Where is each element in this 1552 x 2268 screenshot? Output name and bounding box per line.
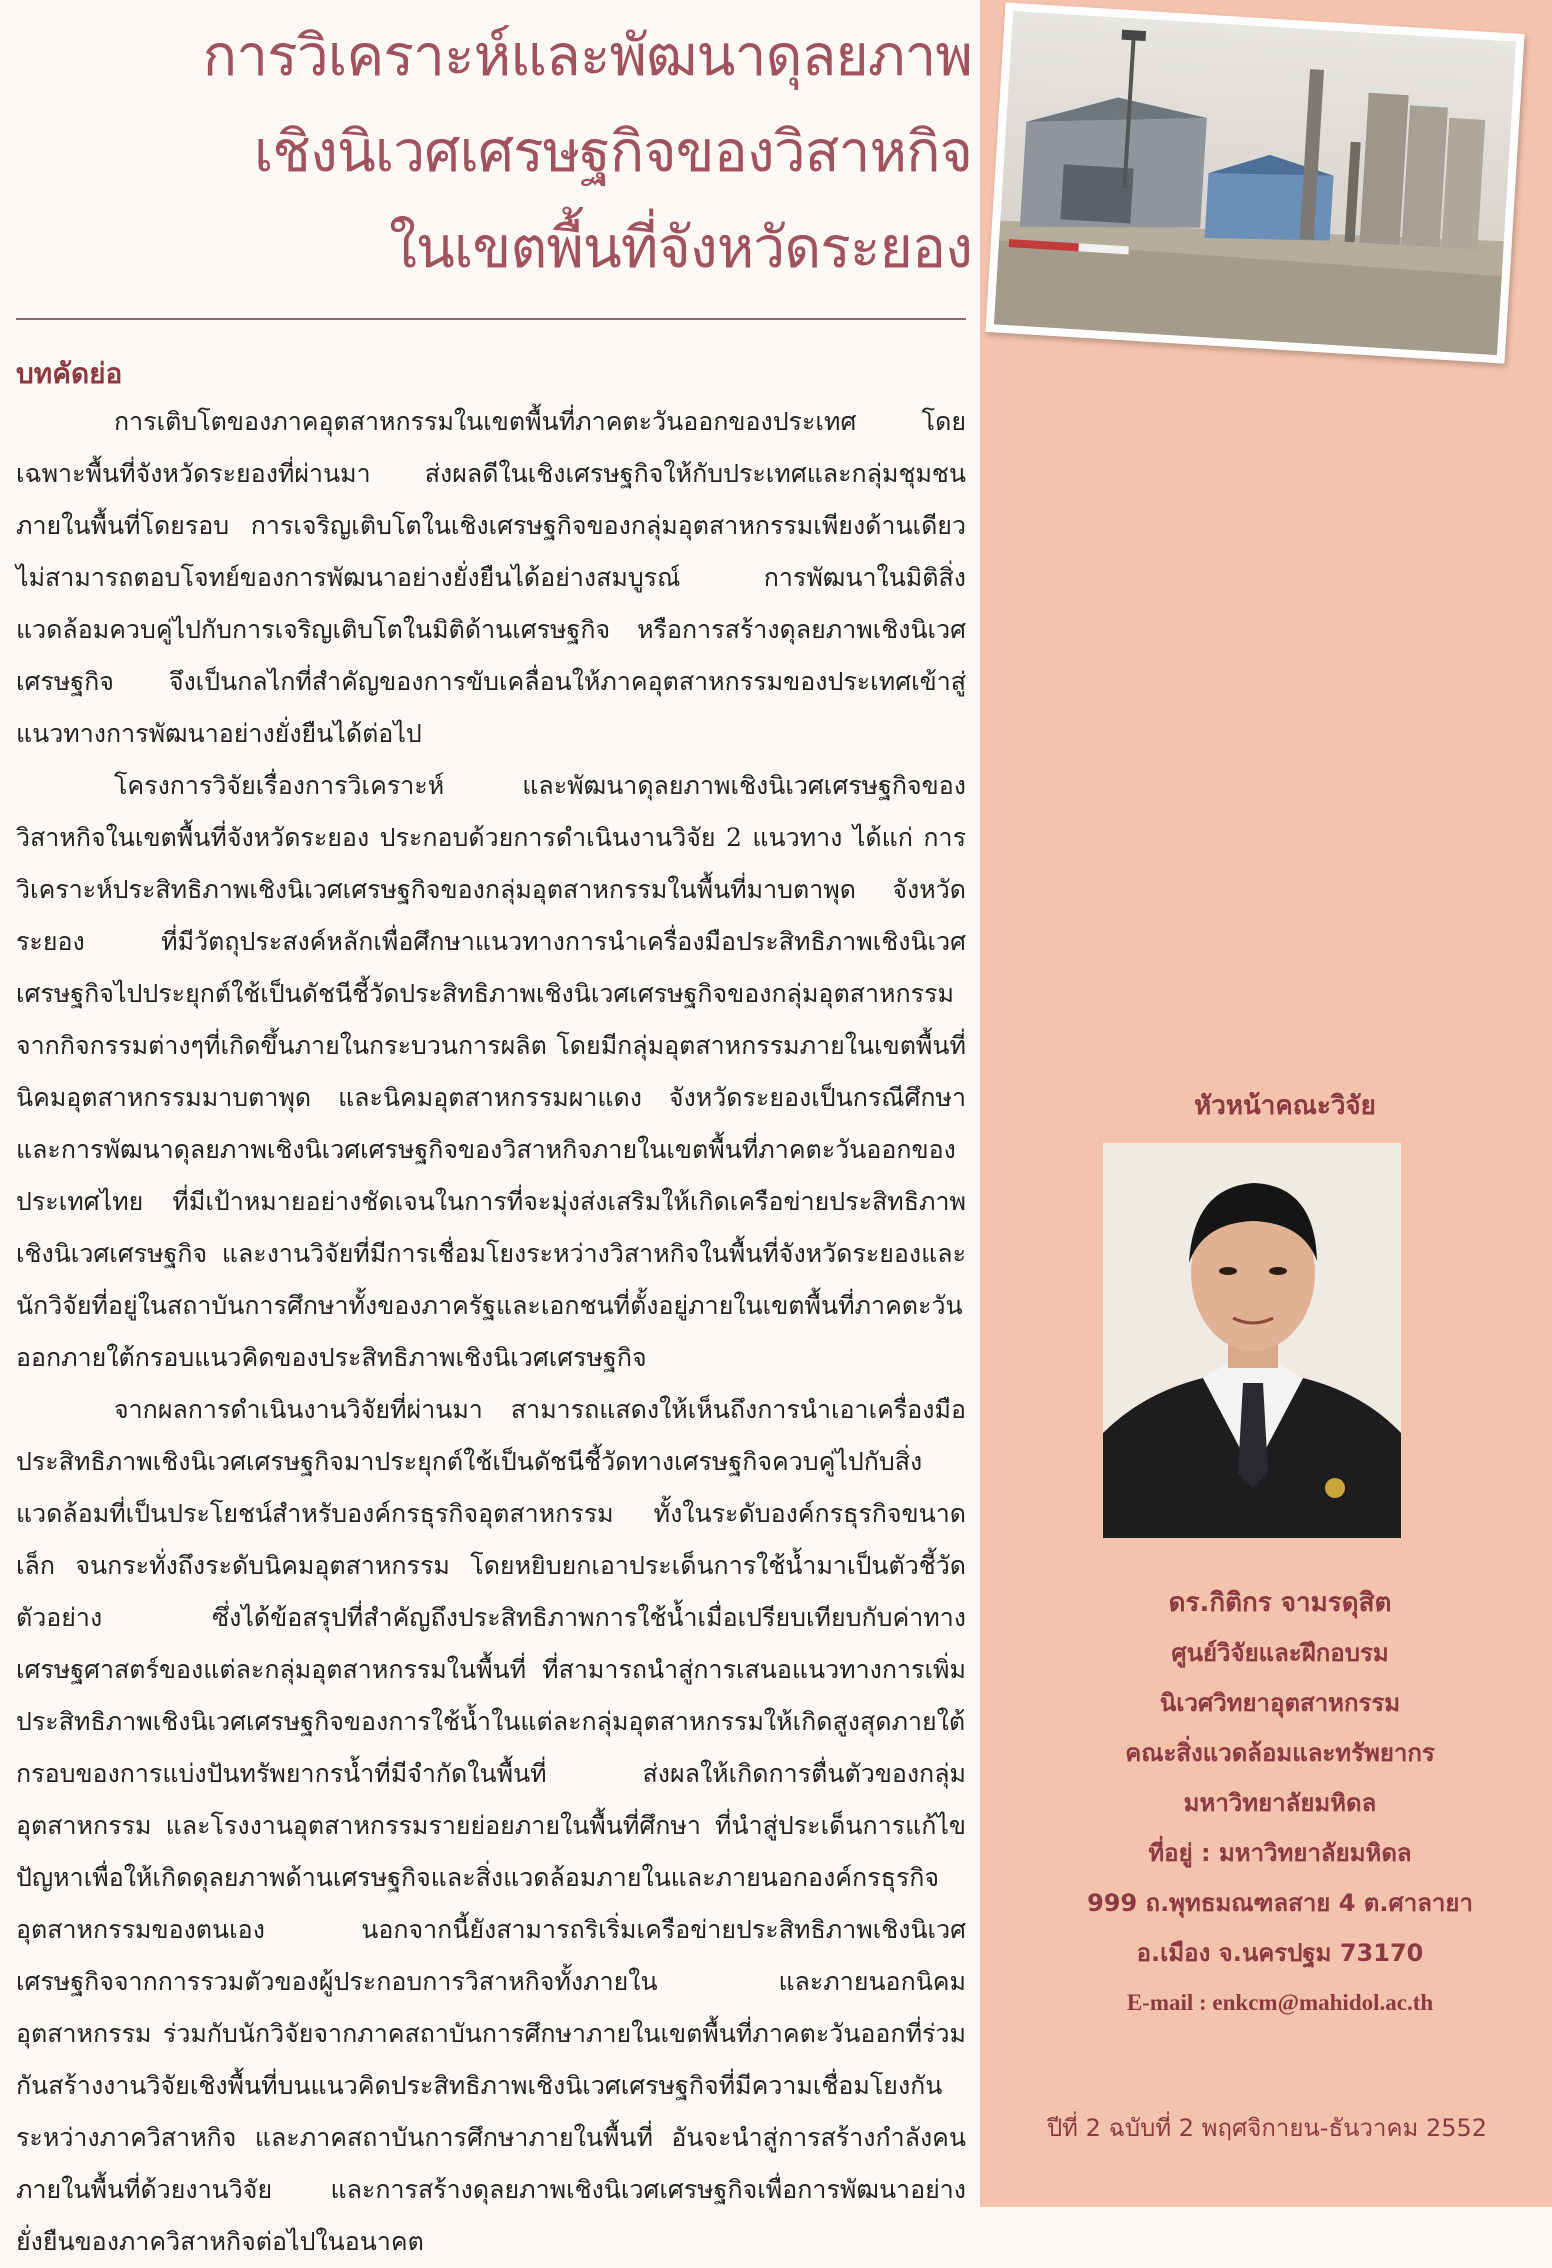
title-line-3: ในเขตพื้นที่จังหวัดระยอง [389,215,972,281]
abstract-heading: บทคัดย่อ [16,357,123,390]
address-line-1: ที่อยู่ : มหาวิทยาลัยมหิดล [1148,1839,1412,1867]
affiliation-line-3: คณะสิ่งแวดล้อมและทรัพยากร [1125,1739,1435,1767]
researcher-info [1040,1578,1520,2028]
abstract-paragraph-3: จากผลการดำเนินงานวิจัยที่ผ่านมา สามารถแสดงให้เห็นถึงการนำเอาเครื่องมือประสิทธิภาพเชิงนิเวศเศรษฐกิจมาประยุกต์ใช้เป็นดัชนีชี้วัดทางเศรษฐกิจควบคู่ไปกับสิ่งแวดล้อมที่เป็นประโยชน์สำหรับองค์กรธุรกิจอุตสาหกรรม ทั้งในระดับองค์กรธุรกิจขนาดเล็ก จนกระทั่งถึงระดับนิคมอุตสาหกรรม โดยหยิบยกเอาประเด็นการใช้น้ำมาเป็นตัวชี้วัดตัวอย่าง ซึ่งได้ข้อสรุปที่สำคัญถึงประสิทธิภาพการใช้น้ำเมื่อเปรียบเทียบกับค่าทางเศรษฐศาสตร์ของแต่ละกลุ่มอุตสาหกรรมในพื้นที่ ที่สามารถนำสู่การเสนอแนวทางการเพิ่มประสิทธิภาพเชิงนิเวศเศรษฐกิจของการใช้น้ำในแต่ละกลุ่มอุตสาหกรรมให้เกิดสูงสุดภายใต้กรอบของการแบ่งปันทรัพยากรน้ำที่มีจำกัดในพื้นที่ ส่งผลให้เกิดการตื่นตัวของกลุ่มอุตสาหกรรม และโรงงานอุตสาหกรรมรายย่อยภายในพื้นที่ศึกษา ที่นำสู่ประเด็นการแก้ไขปัญหาเพื่อให้เกิดดุลยภาพด้านเศรษฐกิจและสิ่งแวดล้อมภายในและภายนอกองค์กรธุรกิจอุตสาหกรรมของตนเอง นอกจากนี้ยังสามารถริเริ่มเครือข่ายประสิทธิภาพเชิงนิเวศเศรษฐกิจจากการรวมตัวของผู้ประกอบการวิสาหกิจทั้งภายใน และภายนอกนิคมอุตสาหกรรม ร่วมกับนักวิจัยจากภาคสถาบันการศึกษาภายในเขตพื้นที่ภาคตะวันออกที่ร่วมกันสร้างงานวิจัยเชิงพื้นที่บนแนวคิดประสิทธิภาพเชิงนิเวศเศรษฐกิจที่มีความเชื่อมโยงกันระหว่างภาควิสาหกิจ และภาคสถาบันการศึกษาภายในพื้นที่ อันจะนำสู่การสร้างกำลังคนภายในพื้นที่ด้วยงานวิจัย และการสร้างดุลยภาพเชิงนิเวศเศรษฐกิจเพื่อการพัฒนาอย่างยั่งยืนของภาควิสาหกิจต่อไปในอนาคต [16,1395,966,2256]
address-line-2: 999 ถ.พุทธมณฑลสาย 4 ต.ศาลายา [1087,1889,1473,1917]
issue-footer: ปีที่ 2 ฉบับที่ 2 พฤศจิกายน-ธันวาคม 2552 [1046,2114,1488,2142]
researcher-name: ดร.กิติกร จามรดุสิต [1168,1588,1392,1618]
researcher-email: E-mail : enkcm@mahidol.ac.th [1126,1990,1434,2015]
title-line-1: การวิเคราะห์และพัฒนาดุลยภาพ [202,23,972,89]
title-line-2: เชิงนิเวศเศรษฐกิจของวิสาหกิจ [253,119,972,185]
affiliation-line-1: ศูนย์วิจัยและฝึกอบรม [1171,1639,1389,1667]
plant-illustration [994,11,1516,355]
industrial-plant-photo [985,2,1524,363]
title-divider [16,318,966,320]
abstract-paragraph-2: โครงการวิจัยเรื่องการวิเคราะห์ และพัฒนาดุลยภาพเชิงนิเวศเศรษฐกิจของวิสาหกิจในเขตพื้นที่จังหวัดระยอง ประกอบด้วยการดำเนินงานวิจัย 2 แนวทาง ได้แก่ การวิเคราะห์ประสิทธิภาพเชิงนิเวศเศรษฐกิจของกลุ่มอุตสาหกรรมในพื้นที่มาบตาพุด จังหวัดระยอง ที่มีวัตถุประสงค์หลักเพื่อศึกษาแนวทางการนำเครื่องมือประสิทธิภาพเชิงนิเวศเศรษฐกิจไปประยุกต์ใช้เป็นดัชนีชี้วัดประสิทธิภาพเชิงนิเวศเศรษฐกิจของกลุ่มอุตสาหกรรม จากกิจกรรมต่างๆที่เกิดขึ้นภายในกระบวนการผลิต โดยมีกลุ่มอุตสาหกรรมภายในเขตพื้นที่นิคมอุตสาหกรรมมาบตาพุด และนิคมอุตสาหกรรมผาแดง จังหวัดระยองเป็นกรณีศึกษา และการพัฒนาดุลยภาพเชิงนิเวศเศรษฐกิจของวิสาหกิจภายในเขตพื้นที่ภาคตะวันออกของประเทศไทย ที่มีเป้าหมายอย่างชัดเจนในการที่จะมุ่งส่งเสริมให้เกิดเครือข่ายประสิทธิภาพเชิงนิเวศเศรษฐกิจ และงานวิจัยที่มีการเชื่อมโยงระหว่างวิสาหกิจในพื้นที่จังหวัดระยองและนักวิจัยที่อยู่ในสถาบันการศึกษาทั้งของภาครัฐและเอกชนที่ตั้งอยู่ภายในเขตพื้นที่ภาคตะวันออกภายใต้กรอบแนวคิดของประสิทธิภาพเชิงนิเวศเศรษฐกิจ [16,771,966,1372]
research-head-label: หัวหน้าคณะวิจัย [1194,1091,1376,1121]
portrait-illustration [1103,1143,1401,1538]
affiliation-line-4: มหาวิทยาลัยมหิดล [1183,1789,1377,1817]
article-title [110,8,972,296]
address-line-3: อ.เมือง จ.นครปฐม 73170 [1136,1939,1424,1967]
abstract-body [16,396,966,2268]
abstract-paragraph-1: การเติบโตของภาคอุตสาหกรรมในเขตพื้นที่ภาคตะวันออกของประเทศ โดยเฉพาะพื้นที่จังหวัดระยองที่ผ่านมา ส่งผลดีในเชิงเศรษฐกิจให้กับประเทศและกลุ่มชุมชนภายในพื้นที่โดยรอบ การเจริญเติบโตในเชิงเศรษฐกิจของกลุ่มอุตสาหกรรมเพียงด้านเดียวไม่สามารถตอบโจทย์ของการพัฒนาอย่างยั่งยืนได้อย่างสมบูรณ์ การพัฒนาในมิติสิ่งแวดล้อมควบคู่ไปกับการเจริญเติบโตในมิติด้านเศรษฐกิจ หรือการสร้างดุลยภาพเชิงนิเวศเศรษฐกิจ จึงเป็นกลไกที่สำคัญของการขับเคลื่อนให้ภาคอุตสาหกรรมของประเทศเข้าสู่แนวทางการพัฒนาอย่างยั่งยืนได้ต่อไป [16,407,966,748]
researcher-portrait [1103,1143,1401,1538]
affiliation-line-2: นิเวศวิทยาอุตสาหกรรม [1159,1689,1401,1717]
